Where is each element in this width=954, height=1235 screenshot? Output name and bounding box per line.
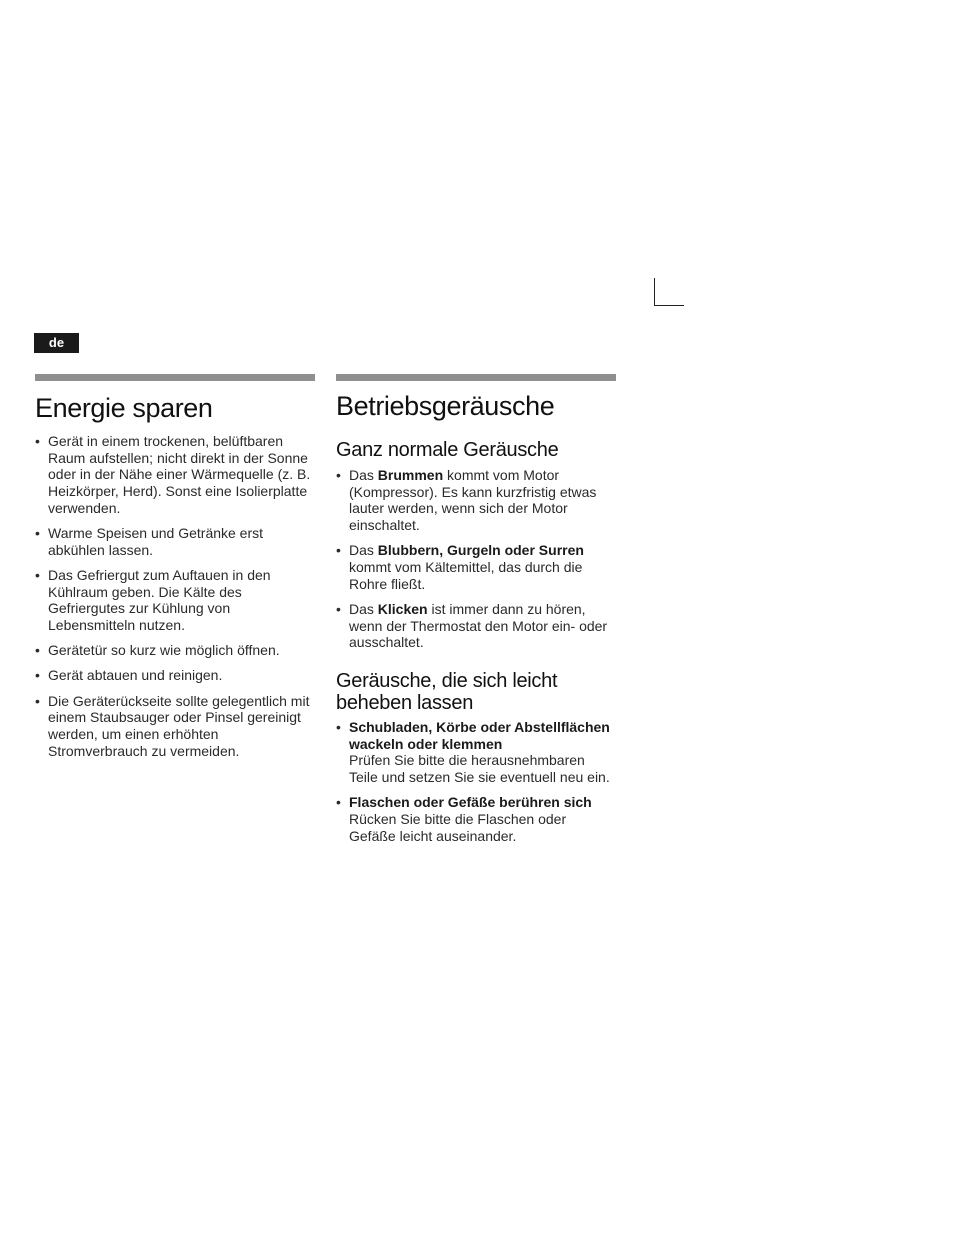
- section-divider-bar: [35, 374, 315, 381]
- energy-saving-heading: Energie sparen: [35, 393, 213, 423]
- fixable-noises-list: [336, 719, 616, 844]
- list-item: • Das Brummen kommt vom Motor (Kompressor). Es kann kurzfristig etwas lauter werden, wenn sich der Motor einschaltet.: [336, 467, 616, 534]
- operating-noises-column: [336, 374, 616, 853]
- normal-noises-list: [336, 467, 616, 651]
- list-item: • Gerät abtauen und reinigen.: [35, 667, 315, 684]
- list-item: • Schubladen, Körbe oder Abstellflächen wackeln oder klemmen Prüfen Sie bitte die herausnehmbaren Teile und setzen Sie sie eventuell neu ein.: [336, 719, 616, 786]
- section-divider-bar: [336, 374, 616, 381]
- list-item: • Gerätetür so kurz wie möglich öffnen.: [35, 642, 315, 659]
- list-item: • Das Gefriergut zum Auftauen in den Kühlraum geben. Die Kälte des Gefriergutes zur Kühlung von Lebensmitteln nutzen.: [35, 567, 315, 634]
- list-item: • Flaschen oder Gefäße berühren sich Rücken Sie bitte die Flaschen oder Gefäße leicht auseinander.: [336, 794, 616, 844]
- operating-noises-heading: Betriebsgeräusche: [336, 391, 555, 421]
- language-badge: de: [34, 333, 79, 353]
- fixable-noises-heading: Geräusche, die sich leicht beheben lassen: [336, 670, 558, 715]
- crop-mark-vertical: [654, 278, 655, 306]
- energy-saving-list: [35, 433, 315, 759]
- list-item: • Die Geräterückseite sollte gelegentlich mit einem Staubsauger oder Pinsel gereinigt werden, um einen erhöhten Stromverbrauch zu vermeiden.: [35, 693, 315, 760]
- list-item: • Warme Speisen und Getränke erst abkühlen lassen.: [35, 525, 315, 558]
- normal-noises-heading: Ganz normale Geräusche: [336, 439, 559, 461]
- crop-mark-horizontal: [654, 305, 684, 306]
- energy-saving-column: [35, 374, 315, 768]
- list-item: • Das Klicken ist immer dann zu hören, wenn der Thermostat den Motor ein- oder ausschaltet.: [336, 601, 616, 651]
- list-item: • Das Blubbern, Gurgeln oder Surren kommt vom Kältemittel, das durch die Rohre fließt.: [336, 542, 616, 592]
- list-item: • Gerät in einem trockenen, belüftbaren Raum aufstellen; nicht direkt in der Sonne oder in der Nähe einer Wärmequelle (z. B. Heizkörper, Herd). Sonst eine Isolierplatte verwenden.: [35, 433, 315, 517]
